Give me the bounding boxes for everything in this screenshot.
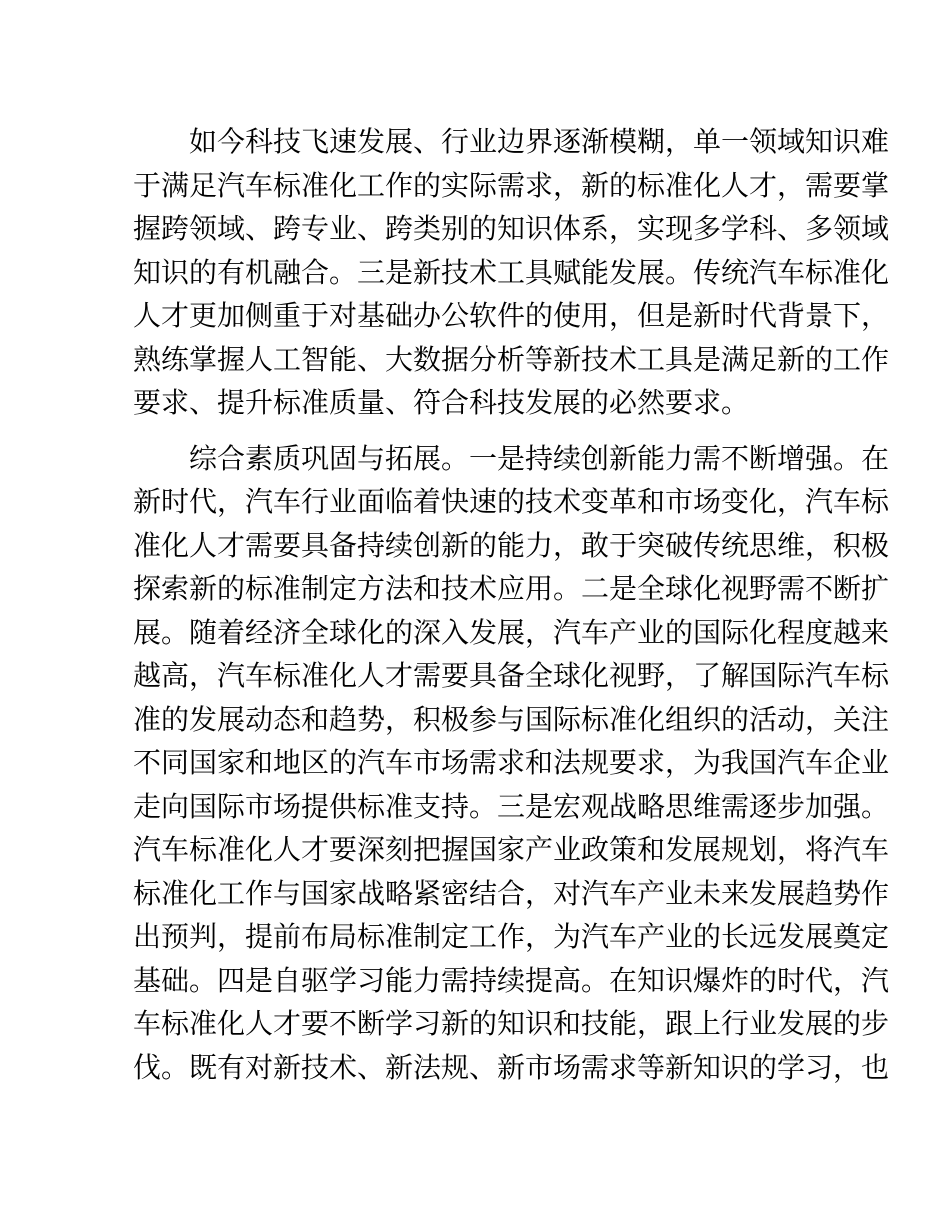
text-line: 汽车标准化人才要深刻把握国家产业政策和发展规划，将汽车 xyxy=(133,834,890,865)
text-line: 握跨领域、跨专业、跨类别的知识体系，实现多学科、多领域 xyxy=(133,213,890,244)
text-line: 基础。四是自驱学习能力需持续提高。在知识爆炸的时代，汽 xyxy=(133,964,890,996)
text-line: 要求、提升标准质量、符合科技发展的必然要求。 xyxy=(133,387,750,418)
text-line: 于满足汽车标准化工作的实际需求，新的标准化人才，需要掌 xyxy=(133,169,890,201)
text-line: 车标准化人才要不断学习新的知识和技能，跟上行业发展的步 xyxy=(133,1008,890,1039)
paragraph-2 xyxy=(133,437,892,1090)
text-line: 如今科技飞速发展、行业边界逐渐模糊，单一领域知识难 xyxy=(189,126,890,157)
text-line: 新时代，汽车行业面临着快速的技术变革和市场变化，汽车标 xyxy=(133,486,890,517)
text-line: 走向国际市场提供标准支持。三是宏观战略思维需逐步加强。 xyxy=(133,790,890,822)
text-line: 综合素质巩固与拓展。一是持续创新能力需不断增强。在 xyxy=(189,442,890,474)
text-line: 出预判，提前布局标准制定工作，为汽车产业的长远发展奠定 xyxy=(133,921,890,952)
text-line: 不同国家和地区的汽车市场需求和法规要求，为我国汽车企业 xyxy=(133,747,890,778)
text-line: 熟练掌握人工智能、大数据分析等新技术工具是满足新的工作 xyxy=(133,343,890,375)
text-line: 越高，汽车标准化人才需要具备全球化视野，了解国际汽车标 xyxy=(133,660,890,691)
text-line: 人才更加侧重于对基础办公软件的使用，但是新时代背景下， xyxy=(133,300,890,331)
text-line: 准化人才需要具备持续创新的能力，敢于突破传统思维，积极 xyxy=(133,529,890,561)
text-line: 知识的有机融合。三是新技术工具赋能发展。传统汽车标准化 xyxy=(133,256,890,288)
text-line: 展。随着经济全球化的深入发展，汽车产业的国际化程度越来 xyxy=(133,616,890,648)
text-line: 标准化工作与国家战略紧密结合，对汽车产业未来发展趋势作 xyxy=(133,877,890,909)
paragraph-1 xyxy=(133,120,892,425)
text-line: 准的发展动态和趋势，积极参与国际标准化组织的活动，关注 xyxy=(133,703,890,735)
text-line: 伐。既有对新技术、新法规、新市场需求等新知识的学习，也 xyxy=(133,1051,890,1083)
text-line: 探索新的标准制定方法和技术应用。二是全球化视野需不断扩 xyxy=(133,573,890,604)
